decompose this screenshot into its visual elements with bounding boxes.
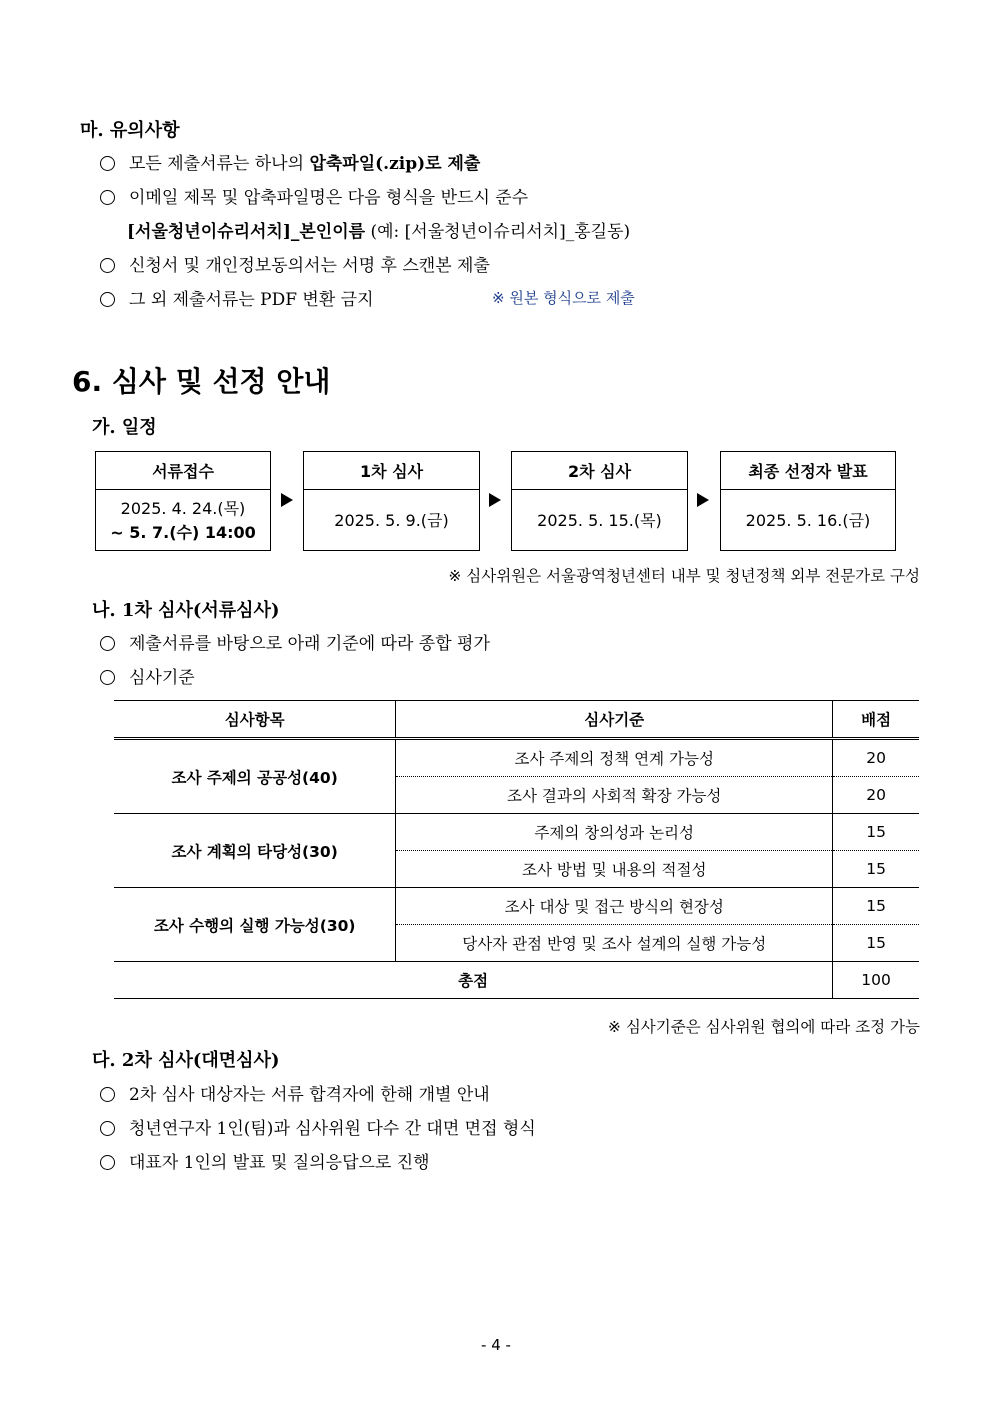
column-header-criterion: 심사기준 — [396, 701, 833, 739]
table-total-row — [114, 962, 919, 999]
step-date-start: 2025. 5. 16.(금) — [745, 510, 871, 530]
category-cell: 조사 수행의 실행 가능성(30) — [114, 888, 396, 962]
score-cell: 20 — [833, 777, 919, 814]
circle-bullet-icon — [100, 1155, 115, 1170]
step-date — [96, 490, 270, 551]
circle-bullet-icon — [100, 156, 115, 171]
original-format-note: ※ 원본 형식으로 제출 — [492, 289, 635, 307]
page-number: - 4 - — [481, 1336, 511, 1354]
step-label: 서류접수 — [96, 452, 270, 490]
schedule-note: ※ 심사위원은 서울광역청년센터 내부 및 청년정책 외부 전문가로 구성 — [448, 567, 920, 585]
schedule-step-document-submission — [95, 451, 271, 551]
step-date — [512, 490, 687, 551]
arrow-right-icon — [281, 493, 293, 507]
step-date-start: 2025. 4. 24.(목) — [120, 498, 246, 518]
criteria-note: ※ 심사기준은 심사위원 협의에 따라 조정 가능 — [607, 1018, 920, 1036]
list-item — [100, 1148, 430, 1173]
list-item-text: 심사기준 — [129, 668, 195, 688]
second-review-heading: 다. 2차 심사(대면심사) — [92, 1050, 280, 1071]
table-row — [114, 739, 919, 777]
schedule-step-first-review — [303, 451, 480, 551]
step-date-end: ~ 5. 7.(수) 14:00 — [110, 522, 256, 542]
arrow-right-icon — [489, 493, 501, 507]
step-date-start: 2025. 5. 15.(목) — [537, 510, 662, 530]
step-date — [721, 490, 895, 551]
list-item — [100, 1080, 490, 1105]
list-item-text: 이메일 제목 및 압축파일명은 다음 형식을 반드시 준수 — [129, 188, 529, 208]
criterion-cell: 주제의 창의성과 논리성 — [396, 814, 833, 851]
first-review-heading: 나. 1차 심사(서류심사) — [92, 600, 280, 621]
circle-bullet-icon — [100, 190, 115, 205]
filename-example: (예: [서울청년이슈리서치]_홍길동) — [365, 222, 631, 242]
schedule-step-final-announcement — [720, 451, 896, 551]
step-label: 2차 심사 — [512, 452, 687, 490]
score-cell: 15 — [833, 888, 919, 925]
criterion-cell: 조사 주제의 정책 연계 가능성 — [396, 739, 833, 777]
list-item — [100, 285, 374, 310]
column-header-category: 심사항목 — [114, 701, 396, 739]
evaluation-criteria-table — [114, 700, 919, 999]
total-score-cell: 100 — [833, 962, 919, 999]
list-item — [100, 149, 480, 174]
circle-bullet-icon — [100, 292, 115, 307]
table-row — [114, 814, 919, 851]
circle-bullet-icon — [100, 258, 115, 273]
filename-format: [서울청년이슈리서치]_본인이름 — [127, 222, 366, 242]
circle-bullet-icon — [100, 636, 115, 651]
list-item-text: 모든 제출서류는 하나의 — [129, 154, 310, 174]
criterion-cell: 조사 방법 및 내용의 적절성 — [396, 851, 833, 888]
list-item — [100, 251, 490, 276]
arrow-right-icon — [697, 493, 709, 507]
schedule-step-second-review — [511, 451, 688, 551]
table-header-row — [114, 701, 919, 739]
list-item-emphasis: 압축파일(.zip)로 제출 — [309, 154, 481, 174]
list-item-text: 청년연구자 1인(팀)과 심사위원 다수 간 대면 면접 형식 — [129, 1119, 536, 1139]
section-6-title: 6. 심사 및 선정 안내 — [72, 365, 331, 398]
circle-bullet-icon — [100, 1087, 115, 1102]
step-label: 최종 선정자 발표 — [721, 452, 895, 490]
step-date — [304, 490, 479, 551]
list-item-text: 대표자 1인의 발표 및 질의응답으로 진행 — [129, 1153, 430, 1173]
total-label-cell: 총점 — [114, 962, 833, 999]
circle-bullet-icon — [100, 670, 115, 685]
score-cell: 15 — [833, 851, 919, 888]
score-cell: 15 — [833, 925, 919, 962]
criterion-cell: 조사 결과의 사회적 확장 가능성 — [396, 777, 833, 814]
circle-bullet-icon — [100, 1121, 115, 1136]
column-header-score: 배점 — [833, 701, 919, 739]
category-cell: 조사 계획의 타당성(30) — [114, 814, 396, 888]
criterion-cell: 조사 대상 및 접근 방식의 현장성 — [396, 888, 833, 925]
schedule-heading: 가. 일정 — [92, 417, 157, 438]
step-date-start: 2025. 5. 9.(금) — [334, 510, 449, 530]
list-item — [100, 1114, 536, 1139]
category-cell: 조사 주제의 공공성(40) — [114, 739, 396, 814]
list-item-text: 2차 심사 대상자는 서류 합격자에 한해 개별 안내 — [129, 1085, 490, 1105]
table-row — [114, 888, 919, 925]
step-label: 1차 심사 — [304, 452, 479, 490]
list-item — [100, 663, 195, 688]
score-cell: 15 — [833, 814, 919, 851]
list-item-text: 제출서류를 바탕으로 아래 기준에 따라 종합 평가 — [129, 634, 490, 654]
score-cell: 20 — [833, 739, 919, 777]
list-item — [100, 183, 528, 208]
list-item — [100, 629, 490, 654]
filename-format-line — [127, 217, 630, 242]
criterion-cell: 당사자 관점 반영 및 조사 설계의 실행 가능성 — [396, 925, 833, 962]
list-item-text: 그 외 제출서류는 PDF 변환 금지 — [129, 290, 374, 310]
section-ma-heading: 마. 유의사항 — [80, 120, 180, 141]
list-item-text: 신청서 및 개인정보동의서는 서명 후 스캔본 제출 — [129, 256, 490, 276]
